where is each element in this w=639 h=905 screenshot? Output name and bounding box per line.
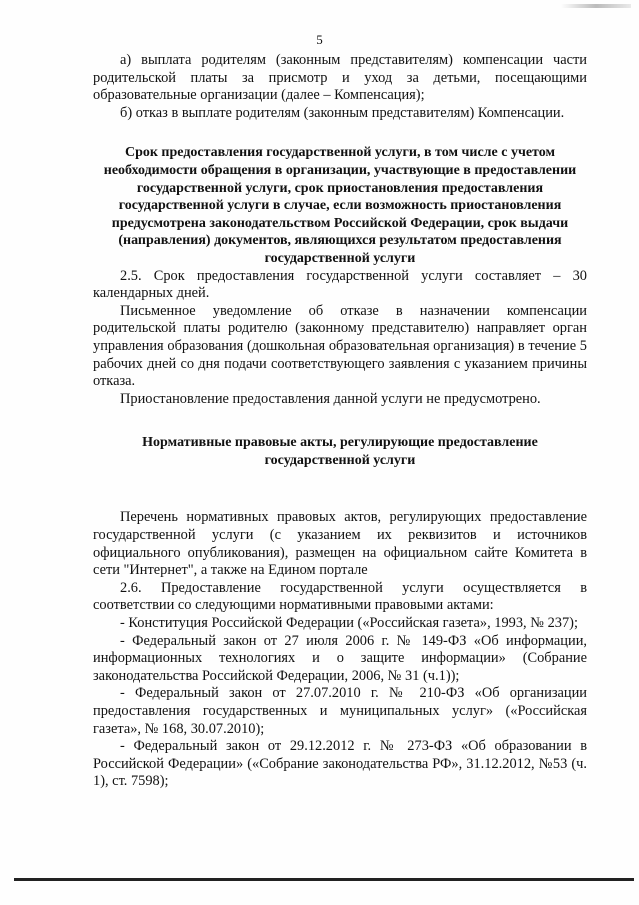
section-term-paragraph-2: Письменное уведомление об отказе в назначении компенсации родительской платы родителю (законному представителю) направляет орган управления образования (дошкольная образовательная организация) в течение 5 рабочих дней со дня подачи соответствующего заявления с указанием причины отказа. [93, 302, 587, 390]
section-term-paragraph-1: 2.5. Срок предоставления государственной услуги составляет – 30 календарных дней. [93, 267, 587, 302]
scan-artifact [561, 4, 631, 8]
intro-item-a: а) выплата родителям (законным представителям) компенсации части родительской платы за присмотр и уход за детьми, посещающими образовательные организации (далее – Компенсация); [93, 52, 587, 104]
acts-list-item: - Федеральный закон от 27.07.2010 г. № 210-ФЗ «Об организации предоставления государственных и муниципальных услуг» («Российская газета», № 168, 30.07.2010); [93, 685, 587, 737]
section-acts-paragraph-1: Перечень нормативных правовых актов, регулирующих предоставление государственной услуги (с указанием их реквизитов и источников официального опубликования), размещен на официальном сайте Комитета в сети "Интернет", а также на Едином портале [93, 509, 587, 579]
intro-item-b: б) отказ в выплате родителям (законным представителям) Компенсации. [120, 104, 565, 121]
acts-list-item: - Федеральный закон от 27 июля 2006 г. № 149-ФЗ «Об информации, информационных технологиях и о защите информации» (Собрание законодательства Российской Федерации, 2006, № 31 (ч.1)); [93, 632, 587, 684]
section-term-paragraph-3: Приостановление предоставления данной услуги не предусмотрено. [120, 390, 541, 407]
acts-list-item: - Федеральный закон от 29.12.2012 г. № 273-ФЗ «Об образовании в Российской Федерации» («Собрание законодательства РФ», 31.12.2012, №53 (ч. 1), ст. 7598); [93, 738, 587, 790]
section-acts-paragraph-2: 2.6. Предоставление государственной услуги осуществляется в соответствии со следующими нормативными правовыми актами: [93, 579, 587, 614]
page-number: 5 [316, 32, 323, 47]
scan-bottom-edge [14, 878, 634, 881]
acts-list-item: - Конституция Российской Федерации («Российская газета», 1993, № 237); [120, 615, 578, 632]
section-term-heading: Срок предоставления государственной услуги, в том числе с учетом необходимости обращения в организации, участвующие в предоставлении государственной услуги, срок приостановления предоставления государственной услуги в случае, если возможность приостановления предусмотрена законодательством Российской Федерации, срок выдачи (направления) документов, являющихся результатом предоставления государственной услуги [103, 145, 577, 266]
page-content [93, 52, 587, 791]
section-acts-heading: Нормативные правовые акты, регулирующие предоставление государственной услуги [142, 435, 538, 468]
